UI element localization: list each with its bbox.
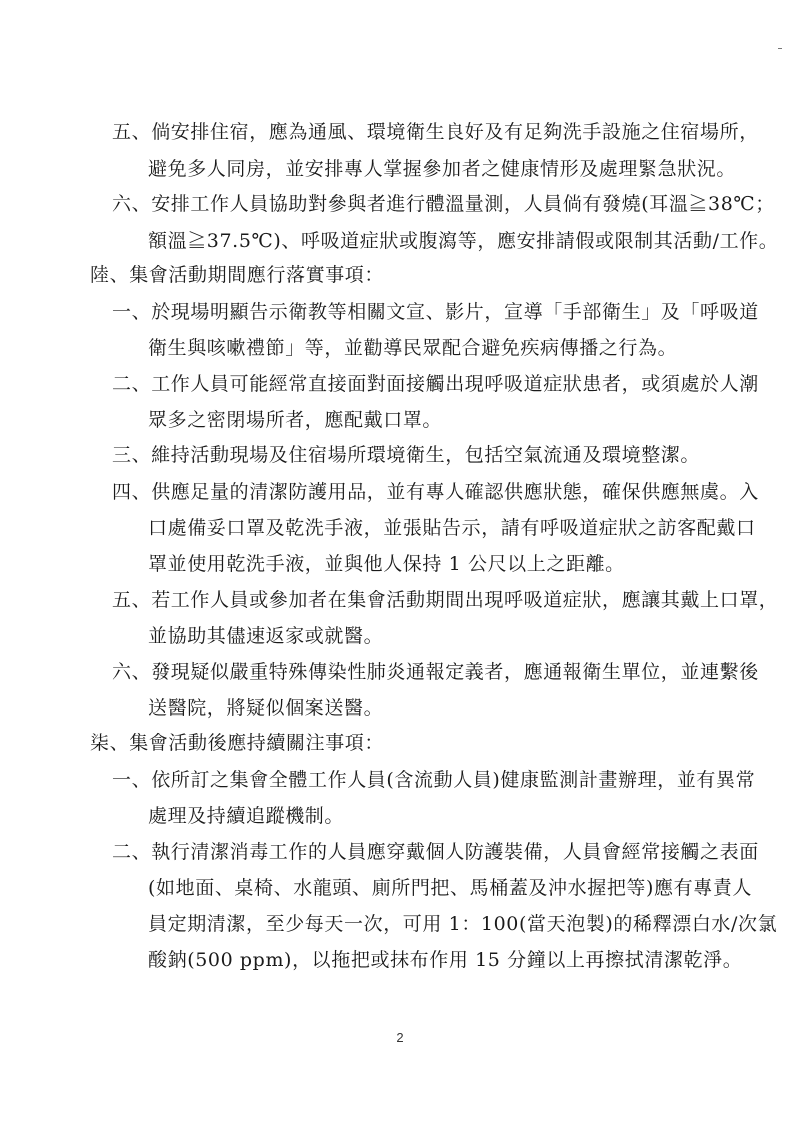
item-6-reporting-line-2: 送醫院，將疑似個案送醫。 <box>148 697 384 719</box>
item-6-temperature-line-1: 六、安排工作人員協助對參與者進行體溫量測，人員倘有發燒(耳溫≧38℃； <box>112 193 775 215</box>
item-3-hygiene-line-1: 三、維持活動現場及住宿場所環境衛生，包括空氣流通及環境整潔。 <box>112 444 701 466</box>
item-4-supplies-line-1: 四、供應足量的清潔防護用品，並有專人確認供應狀態，確保供應無虞。入 <box>112 481 759 503</box>
item-5-symptoms-line-2: 並協助其儘速返家或就醫。 <box>148 625 384 647</box>
item-2-disinfection-line-4: 酸鈉(500 ppm)，以拖把或抹布作用 15 分鐘以上再擦拭清潔乾淨。 <box>148 949 743 971</box>
item-4-supplies-line-2: 口處備妥口罩及乾洗手液，並張貼告示，請有呼吸道症狀之訪客配戴口 <box>148 517 756 539</box>
item-2-disinfection-line-1: 二、執行清潔消毒工作的人員應穿戴個人防護裝備，人員會經常接觸之表面 <box>112 841 759 863</box>
item-6-temperature-line-2: 額溫≧37.5℃)、呼吸道症狀或腹瀉等，應安排請假或限制其活動/工作。 <box>148 230 779 252</box>
item-1-monitoring-line-1: 一、依所訂之集會全體工作人員(含流動人員)健康監測計畫辦理，並有異常 <box>112 769 756 791</box>
item-2-masks-line-1: 二、工作人員可能經常直接面對面接觸出現呼吸道症狀患者，或須處於人潮 <box>112 373 759 395</box>
item-2-disinfection-line-2: (如地面、桌椅、水龍頭、廁所門把、馬桶蓋及沖水握把等)應有專責人 <box>148 877 753 899</box>
item-1-signage-line-1: 一、於現場明顯告示衛教等相關文宣、影片，宣導「手部衛生」及「呼吸道 <box>112 301 759 323</box>
item-4-supplies-line-3: 罩並使用乾洗手液，並與他人保持 1 公尺以上之距離。 <box>148 553 625 575</box>
page-number: 2 <box>396 1030 404 1045</box>
item-5-lodging-line-1: 五、倘安排住宿，應為通風、環境衛生良好及有足夠洗手設施之住宿場所， <box>112 121 759 143</box>
item-6-reporting-line-1: 六、發現疑似嚴重特殊傳染性肺炎通報定義者，應通報衛生單位，並連繫後 <box>112 661 759 683</box>
section-heading-7: 柒、集會活動後應持續關注事項： <box>90 732 385 754</box>
item-5-lodging-line-2: 避免多人同房，並安排專人掌握參加者之健康情形及處理緊急狀況。 <box>148 158 737 180</box>
item-2-disinfection-line-3: 員定期清潔，至少每天一次，可用 1：100(當天泡製)的稀釋漂白水/次氯 <box>148 913 778 935</box>
item-2-masks-line-2: 眾多之密閉場所者，應配戴口罩。 <box>148 409 443 431</box>
item-5-symptoms-line-1: 五、若工作人員或參加者在集會活動期間出現呼吸道症狀，應讓其戴上口罩， <box>112 589 779 611</box>
scan-speck <box>778 48 782 49</box>
section-heading-6: 陸、集會活動期間應行落實事項： <box>90 264 385 286</box>
item-1-monitoring-line-2: 處理及持續追蹤機制。 <box>148 805 345 827</box>
item-1-signage-line-2: 衛生與咳嗽禮節」等，並勸導民眾配合避免疾病傳播之行為。 <box>148 337 678 359</box>
